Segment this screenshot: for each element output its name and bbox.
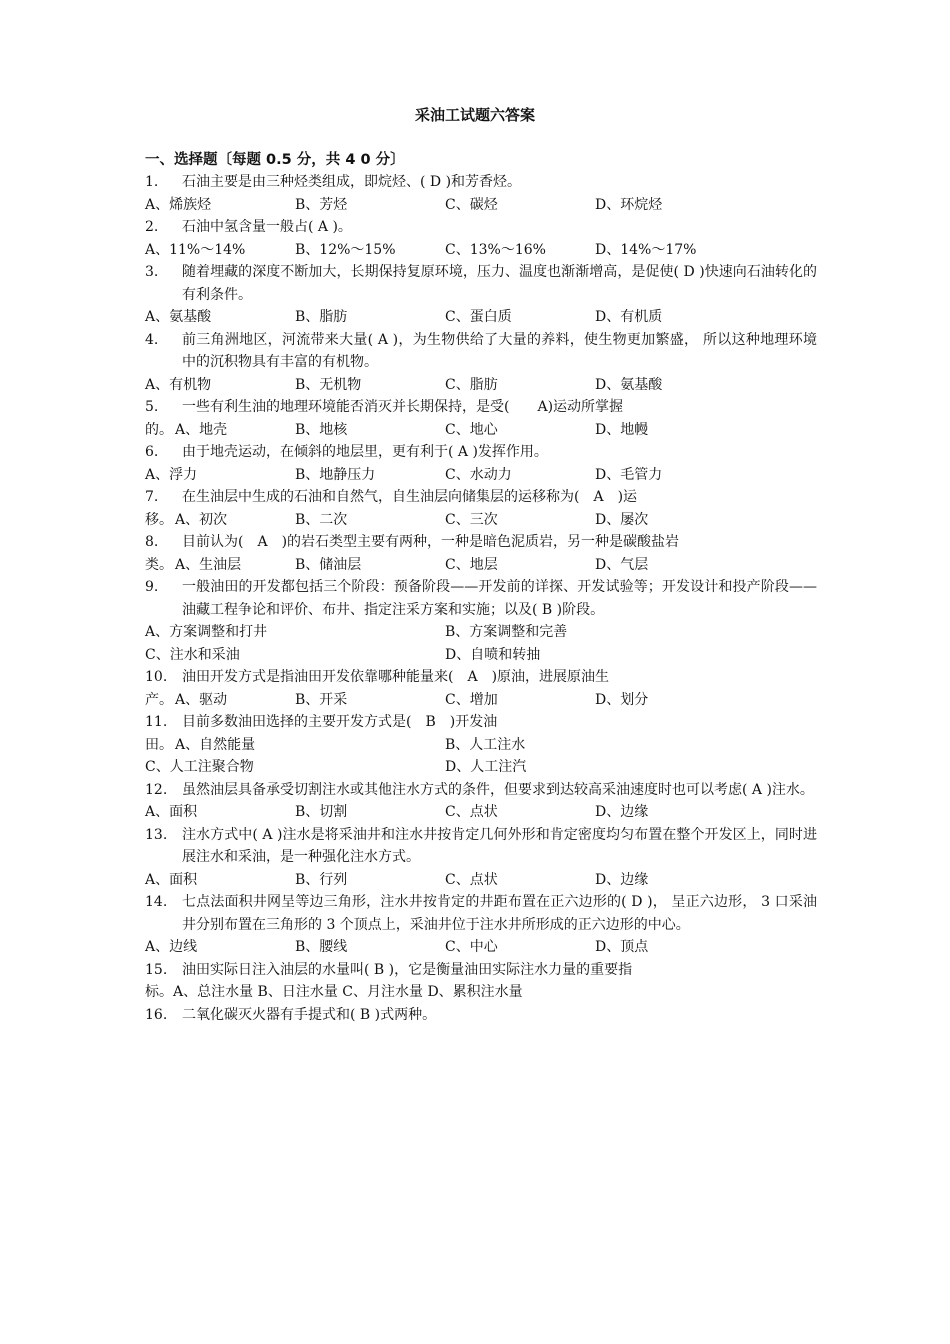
option: A、边线 [145, 939, 198, 955]
question-item [145, 396, 817, 419]
option: B、地静压力 [295, 466, 376, 483]
option: C、地层 [445, 556, 498, 573]
option: C、三次 [445, 511, 498, 528]
option: D、边缘 [595, 804, 649, 820]
question-number: 12. [145, 781, 168, 798]
option: D、顶点 [595, 939, 649, 955]
question-continuation [145, 509, 817, 532]
question-item [145, 486, 817, 509]
question-text-tail: 标。 [145, 984, 173, 1000]
question-text: 前三角洲地区，河流带来大量( A )，为生物供给了大量的养料，使生物更加繁盛， 所以这种地理环境中的沉积物具有丰富的有机物。 [182, 331, 817, 370]
option: B、切割 [295, 804, 348, 820]
option: B、储油层 [295, 556, 362, 573]
question-continuation [145, 981, 817, 1004]
option: D、人工注汽 [445, 759, 527, 775]
question-number: 14. [145, 894, 168, 910]
question-number: 3. [145, 264, 159, 280]
question-text-tail: 类。 [145, 556, 173, 573]
option-row [175, 509, 745, 532]
option-row [145, 239, 817, 262]
question-text: 由于地壳运动，在倾斜的地层里，更有利于( A )发挥作用。 [182, 444, 548, 460]
question-text: 在生油层中生成的石油和自然气，自生油层向储集层的运移称为( A )运 [182, 489, 638, 505]
question-continuation [145, 689, 817, 712]
question-number: 11. [145, 714, 168, 730]
question-number: 9. [145, 579, 159, 595]
question-number: 13. [145, 826, 168, 843]
option: B、人工注水 [445, 736, 526, 753]
option: D、地幔 [595, 421, 649, 438]
question-number: 16. [145, 1006, 168, 1023]
option: A、氨基酸 [145, 309, 212, 325]
question-text-tail: 移。 [145, 511, 173, 528]
document-title: 采油工试题六答案 [414, 106, 535, 124]
question-item [145, 1004, 817, 1027]
question-text: 注水方式中( A )注水是将采油井和注水井按肯定几何外形和肯定密度均匀布置在整个开发区上，同时进展注水和采油，是一种强化注水方式。 [182, 826, 817, 865]
option: C、人工注聚合物 [145, 759, 254, 775]
option: D、氨基酸 [595, 376, 663, 393]
option-row [145, 756, 817, 779]
option: A、烯族烃 [145, 196, 212, 213]
option: B、方案调整和完善 [445, 624, 568, 640]
option: A、面积 [145, 804, 198, 820]
option: A、初次 [175, 511, 228, 528]
question-item [145, 261, 817, 306]
question-item [145, 329, 817, 374]
option-row [145, 644, 817, 667]
question-number: 7. [145, 489, 159, 505]
question-item [145, 711, 817, 734]
option-row: A、总注水量 B、日注水量 C、月注水量 D、累积注水量 [173, 984, 523, 1000]
option: C、地心 [445, 421, 498, 438]
option: A、面积 [145, 871, 198, 888]
question-item [145, 779, 817, 802]
question-text: 石油主要是由三种烃类组成，即烷烃、( D )和芳香烃。 [182, 174, 522, 190]
option: C、注水和采油 [145, 646, 240, 663]
option: A、浮力 [145, 466, 198, 483]
question-number: 8. [145, 534, 159, 550]
option: D、自喷和转抽 [445, 646, 541, 663]
question-item [145, 891, 817, 936]
question-text: 随着埋藏的深度不断加大，长期保持复原环境，压力、温度也渐渐增高，是促使( D )快速向石油转化的有利条件。 [182, 264, 817, 303]
question-number: 6. [145, 444, 159, 460]
question-number: 1. [145, 174, 159, 190]
option: D、划分 [595, 691, 649, 708]
option: A、生油层 [175, 556, 242, 573]
question-item [145, 824, 817, 869]
option-row [145, 801, 817, 824]
option: B、芳烃 [295, 196, 348, 213]
option: B、开采 [295, 691, 348, 708]
option: D、边缘 [595, 871, 649, 888]
option: B、腰线 [295, 939, 348, 955]
option-row [145, 734, 817, 757]
question-number: 4. [145, 331, 159, 348]
question-number: 15. [145, 961, 168, 978]
option: A、自然能量 [175, 736, 256, 753]
question-text: 一些有利生油的地理环境能否消灭并长期保持，是受( A)运动所掌握 [182, 399, 624, 415]
option-row [175, 554, 745, 577]
option: C、蛋白质 [445, 309, 512, 325]
option-row [145, 194, 817, 217]
option-row [175, 419, 745, 442]
option: C、碳烃 [445, 196, 498, 213]
option: C、中心 [445, 939, 498, 955]
question-item [145, 441, 817, 464]
question-item [145, 171, 817, 194]
option: D、气层 [595, 556, 649, 573]
question-text-tail: 产。 [145, 691, 173, 708]
question-text: 七点法面积井网呈等边三角形，注水井按肯定的井距布置在正六边形的( D )， 呈正六边形， 3 口采油井分别布置在三角形的 3 个顶点上，采油井位于注水井所形成的正六边形的中心。 [182, 894, 817, 933]
option-row [145, 936, 817, 959]
question-item [145, 576, 817, 621]
option-row [145, 464, 817, 487]
option: C、点状 [445, 871, 498, 888]
option: B、地核 [295, 421, 348, 438]
option: C、13%～16% [445, 241, 546, 258]
option-row [145, 621, 817, 644]
option: C、点状 [445, 804, 498, 820]
question-item [145, 666, 817, 689]
question-text: 目前多数油田选择的主要开发方式是( B )开发油 [182, 714, 498, 730]
option: A、方案调整和打井 [145, 624, 268, 640]
option-row [145, 306, 817, 329]
question-item [145, 531, 817, 554]
question-text: 油田开发方式是指油田开发依靠哪种能量来( A )原油，进展原油生 [182, 669, 610, 685]
option: D、14%～17% [595, 241, 697, 258]
option: A、驱动 [175, 691, 228, 708]
question-text: 一般油田的开发都包括三个阶段：预备阶段——开发前的详探、开发试验等；开发设计和投产阶段——油藏工程争论和评价、布井、指定注采方案和实施；以及( B )阶段。 [182, 579, 817, 618]
option-row [175, 689, 745, 712]
option: B、脂肪 [295, 309, 348, 325]
option-row [145, 869, 817, 892]
question-text: 石油中氢含量一般占( A )。 [182, 219, 352, 235]
question-number: 10. [145, 669, 168, 685]
option: D、环烷烃 [595, 196, 663, 213]
question-item [145, 959, 817, 982]
option: A、有机物 [145, 376, 212, 393]
option: C、脂肪 [445, 376, 498, 393]
question-number: 5. [145, 399, 159, 415]
question-number: 2. [145, 219, 159, 235]
option: B、行列 [295, 871, 348, 888]
question-continuation [145, 419, 817, 442]
question-text: 二氧化碳灭火器有手提式和( B )式两种。 [182, 1006, 437, 1023]
option: B、无机物 [295, 376, 362, 393]
option: D、屡次 [595, 511, 649, 528]
question-text-tail: 田。 [145, 736, 173, 753]
option: B、12%～15% [295, 241, 396, 258]
option: C、增加 [445, 691, 498, 708]
option: A、11%～14% [145, 241, 246, 258]
question-item [145, 216, 817, 239]
option: C、水动力 [445, 466, 512, 483]
option: B、二次 [295, 511, 348, 528]
question-text-tail: 的。 [145, 421, 173, 438]
section-heading: 一、选择题〔每题 0.5 分，共 4 0 分〕 [145, 152, 405, 168]
option: D、毛管力 [595, 466, 663, 483]
question-list [145, 171, 817, 1026]
question-text: 目前认为( A )的岩石类型主要有两种，一种是暗色泥质岩，另一种是碳酸盐岩 [182, 534, 680, 550]
option: D、有机质 [595, 309, 663, 325]
option: A、地壳 [175, 421, 228, 438]
question-text: 虽然油层具备承受切割注水或其他注水方式的条件，但要求到达较高采油速度时也可以考虑( A )注水。 [182, 781, 814, 798]
question-continuation [145, 554, 817, 577]
question-text: 油田实际日注入油层的水量叫( B )，它是衡量油田实际注水力量的重要指 [182, 961, 633, 978]
option-row [145, 374, 817, 397]
